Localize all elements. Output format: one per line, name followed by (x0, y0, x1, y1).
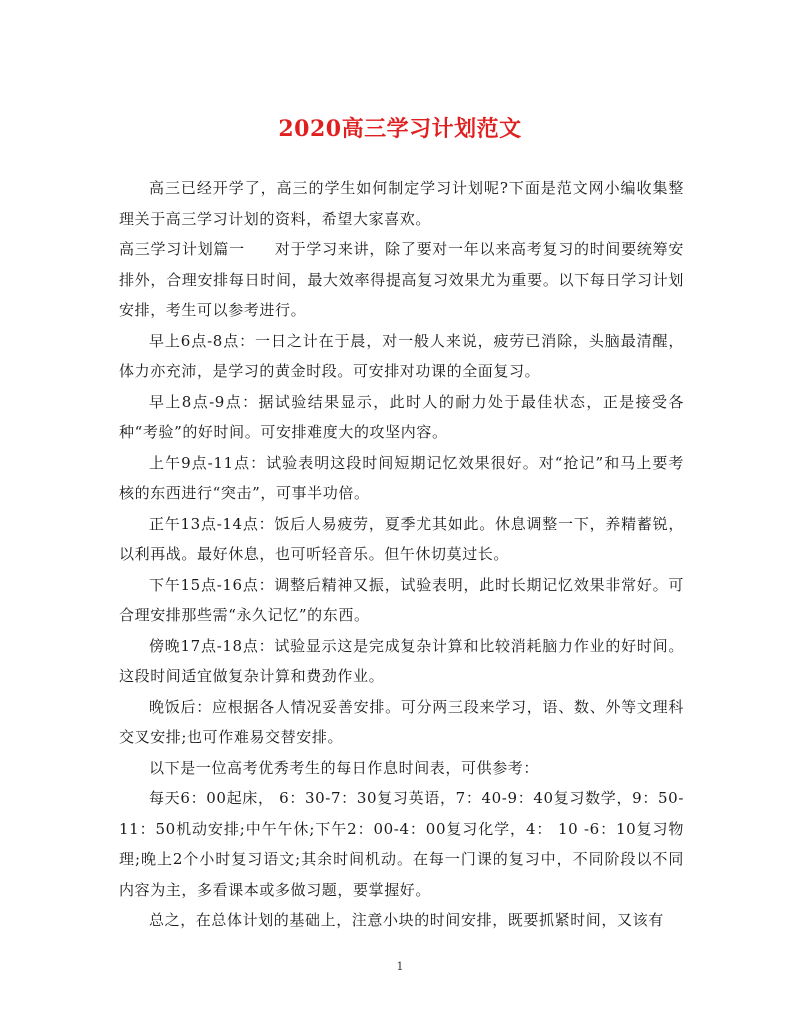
schedule-paragraph: 晚饭后：应根据各人情况妥善安排。可分两三段来学习，语、数、外等文理科交叉安排;也可作难易交替安排。 (119, 697, 684, 746)
timetable-paragraph: 每天6：00起床， 6：30-7：30复习英语，7：40-9：40复习数学，9：50-11：50机动安排;中午午休;下午2：00-4：00复习化学，4： 10 -6：10复习物理;晚上2个小时复习语文;其余时间机动。在每一门课的复习中，不同阶段以不同内容为主，多看课本或多做习题，要掌握好。 (119, 789, 684, 899)
document-body (119, 173, 684, 936)
summary-paragraph: 总之，在总体计划的基础上，注意小块的时间安排，既要抓紧时间，又该有 (149, 911, 664, 929)
section-paragraph (119, 234, 684, 326)
reference-intro-paragraph: 以下是一位高考优秀考生的每日作息时间表，可供参考： (149, 758, 540, 777)
section-heading: 高三学习计划篇一 (119, 240, 245, 258)
schedule-paragraph: 上午9点-11点：试验表明这段时间短期记忆效果很好。对“抢记”和马上要考核的东西进行“突击”，可事半功倍。 (119, 453, 684, 502)
intro-paragraph: 高三已经开学了，高三的学生如何制定学习计划呢?下面是范文网小编收集整理关于高三学习计划的资料，希望大家喜欢。 (119, 179, 684, 228)
document-title: 2020高三学习计划范文 (278, 116, 522, 142)
page-number: 1 (396, 960, 404, 973)
schedule-paragraph: 下午15点-16点：调整后精神又振，试验表明，此时长期记忆效果非常好。可合理安排那些需“永久记忆”的东西。 (119, 575, 684, 624)
schedule-paragraph: 早上8点-9点：据试验结果显示，此时人的耐力处于最佳状态，正是接受各种“考验”的好时间。可安排难度大的攻坚内容。 (119, 392, 684, 441)
section-intro: 对于学习来讲，除了要对一年以来高考复习的时间要统筹安排外，合理安排每日时间，最大效率得提高复习效果尤为重要。以下每日学习计划安排，考生可以参考进行。 (119, 240, 684, 319)
schedule-paragraph: 早上6点-8点：一日之计在于晨，对一般人来说，疲劳已消除，头脑最清醒，体力亦充沛，是学习的黄金时段。可安排对功课的全面复习。 (119, 331, 684, 380)
schedule-paragraph: 傍晚17点-18点：试验显示这是完成复杂计算和比较消耗脑力作业的好时间。这段时间适宜做复杂计算和费劲作业。 (119, 636, 684, 685)
schedule-paragraph: 正午13点-14点：饭后人易疲劳，夏季尤其如此。休息调整一下，养精蓄锐，以利再战。最好休息，也可听轻音乐。但午休切莫过长。 (119, 514, 684, 563)
